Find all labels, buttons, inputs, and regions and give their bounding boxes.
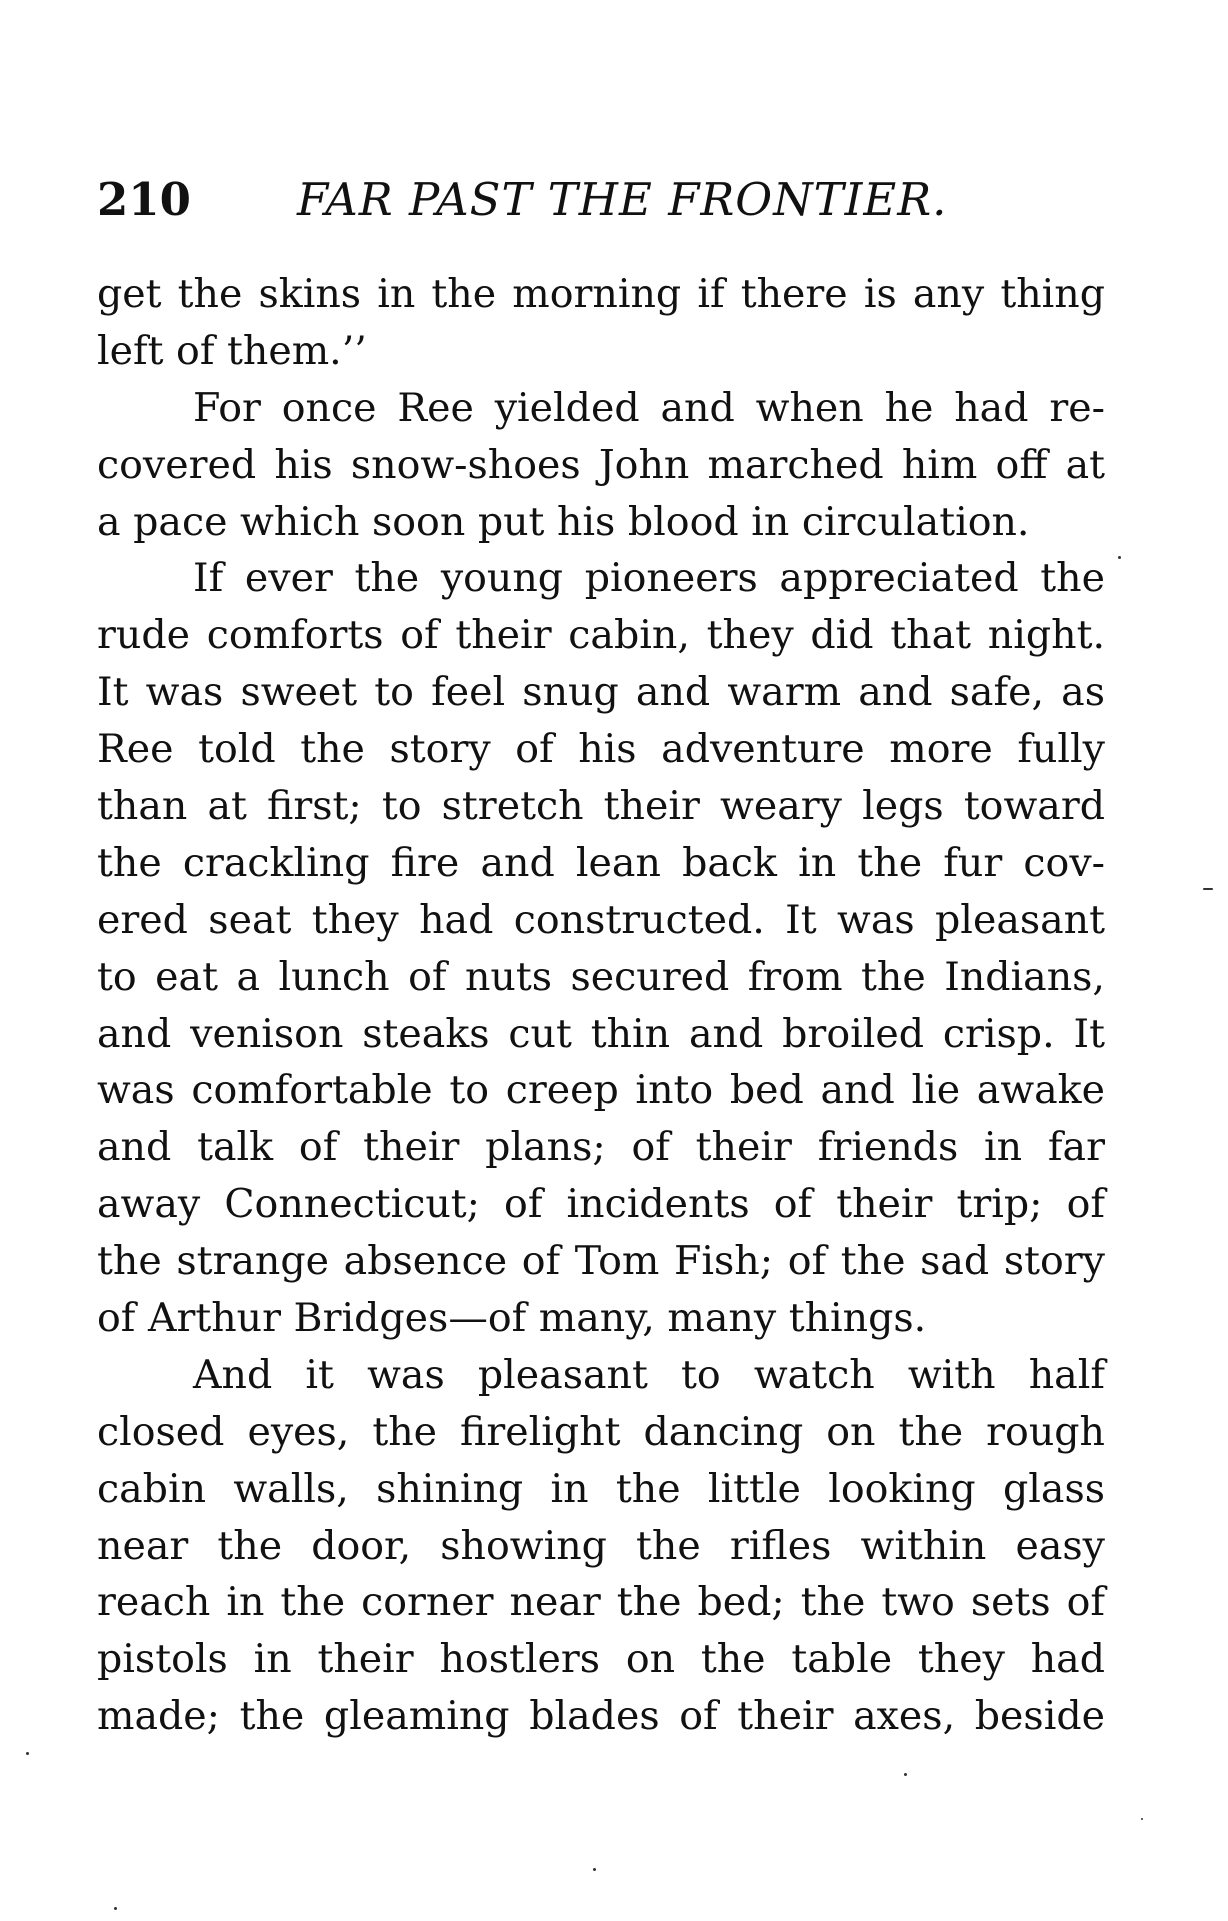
text-line: a pace which soon put his blood in circulation. xyxy=(97,498,1030,545)
text-line: pistols in their hostlers on the table they had xyxy=(97,1636,1105,1683)
text-line: Ree told the story of his adventure more fully xyxy=(97,726,1105,773)
text-line: And it was pleasant to watch with half xyxy=(193,1351,1105,1398)
text-line: cabin walls, shining in the little looking glass xyxy=(97,1465,1105,1512)
scan-speck xyxy=(26,1752,29,1755)
text-line: rude comforts of their cabin, they did that night. xyxy=(97,612,1105,659)
text-line: was comfortable to creep into bed and lie awake xyxy=(97,1067,1105,1114)
running-title: FAR PAST THE FRONTIER. xyxy=(297,173,948,226)
text-line: For once Ree yielded and when he had re- xyxy=(193,384,1105,431)
text-line: closed eyes, the firelight dancing on the rough xyxy=(97,1408,1105,1455)
text-line: and venison steaks cut thin and broiled crisp. It xyxy=(97,1010,1105,1057)
text-line: away Connecticut; of incidents of their trip; of xyxy=(97,1181,1105,1228)
scan-speck xyxy=(1118,556,1121,559)
page-header xyxy=(97,170,1107,230)
text-line: made; the gleaming blades of their axes, beside xyxy=(97,1693,1105,1740)
text-line: reach in the corner near the bed; the two sets of xyxy=(97,1579,1105,1626)
text-line: covered his snow-shoes John marched him off at xyxy=(97,441,1105,488)
text-line: ered seat they had constructed. It was pleasant xyxy=(97,896,1105,943)
page-number: 210 xyxy=(97,173,191,226)
text-line: the crackling fire and lean back in the fur cov- xyxy=(97,839,1105,886)
scan-speck xyxy=(1141,1818,1143,1820)
text-line: than at first; to stretch their weary legs toward xyxy=(97,783,1105,830)
scan-speck xyxy=(904,1773,907,1776)
text-line: left of them.’’ xyxy=(97,327,367,374)
text-line: get the skins in the morning if there is any thing xyxy=(97,271,1105,317)
scan-speck xyxy=(593,1868,596,1871)
text-line: If ever the young pioneers appreciated the xyxy=(193,555,1105,602)
text-line: It was sweet to feel snug and warm and safe, as xyxy=(97,669,1105,716)
text-line: to eat a lunch of nuts secured from the Indians, xyxy=(97,953,1105,1000)
text-line: the strange absence of Tom Fish; of the sad story xyxy=(97,1238,1105,1285)
scan-speck xyxy=(1203,888,1213,890)
text-line: near the door, showing the rifles within easy xyxy=(97,1522,1105,1569)
text-line: of Arthur Bridges—of many, many things. xyxy=(97,1295,927,1342)
body-text xyxy=(97,266,1105,1745)
scan-speck xyxy=(114,1907,117,1910)
text-line: and talk of their plans; of their friends in far xyxy=(97,1124,1105,1171)
